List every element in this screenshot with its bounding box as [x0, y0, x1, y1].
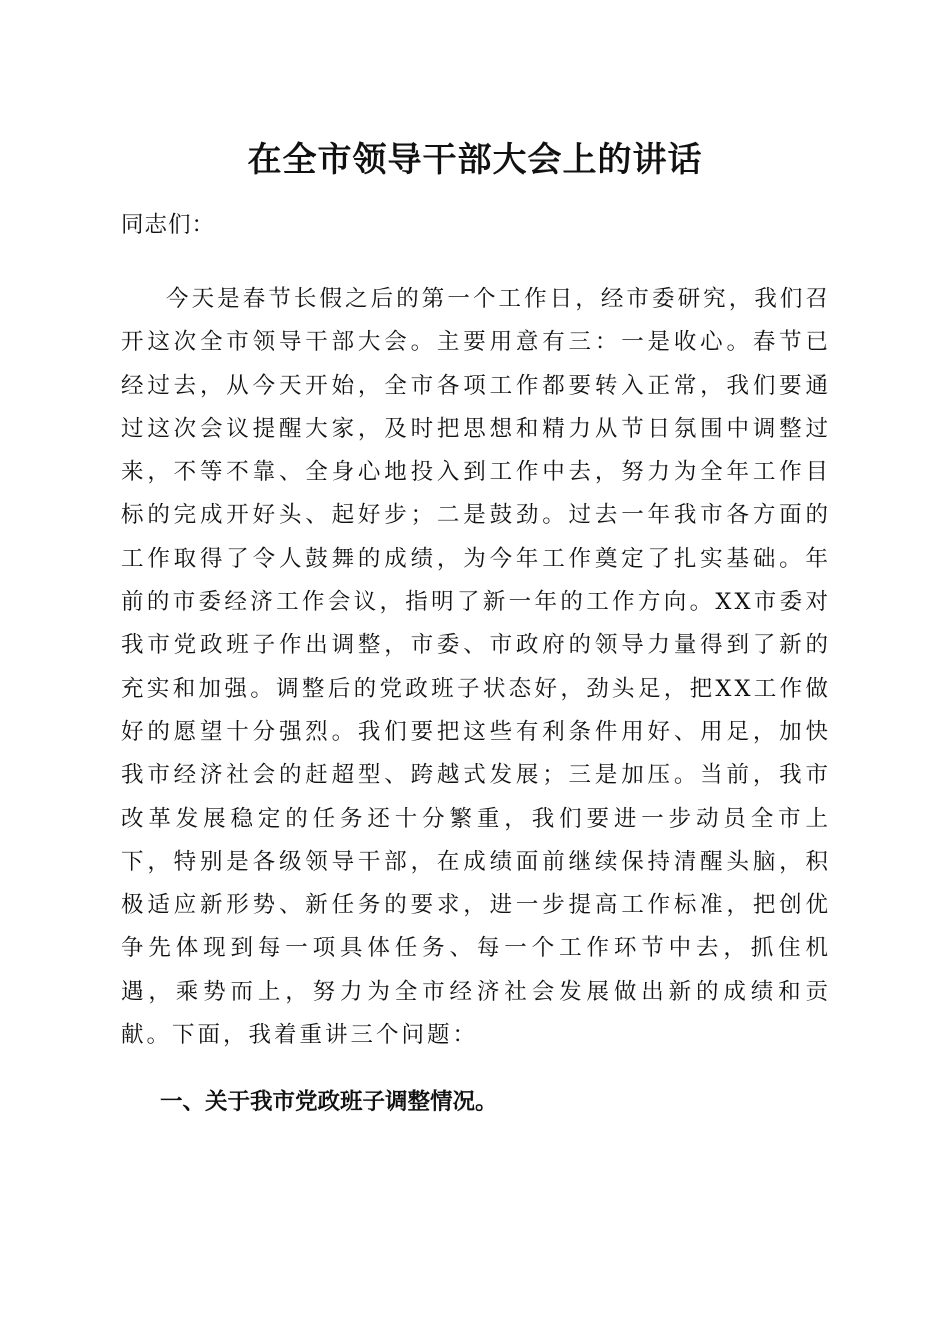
salutation: 同志们：: [121, 212, 216, 238]
section-heading: 一、关于我市党政班子调整情况。: [160, 1089, 498, 1115]
document-title: 在全市领导干部大会上的讲话: [247, 140, 703, 180]
body-paragraph: 今天是春节长假之后的第一个工作日，经市委研究，我们召开这次全市领导干部大会。主要用意有三：一是收心。春节已经过去，从今天开始，全市各项工作都要转入正常，我们要通过这次会议提醒大家，及时把思想和精力从节日氛围中调整过来，不等不靠、全身心地投入到工作中去，努力为全年工作目标的完成开好头、起好步；二是鼓劲。过去一年我市各方面的工作取得了令人鼓舞的成绩，为今年工作奠定了扎实基础。年前的市委经济工作会议，指明了新一年的工作方向。XX市委对我市党政班子作出调整，市委、市政府的领导力量得到了新的充实和加强。调整后的党政班子状态好，劲头足，把XX工作做好的愿望十分强烈。我们要把这些有利条件用好、用足，加快我市经济社会的赶超型、跨越式发展；三是加压。当前，我市改革发展稳定的任务还十分繁重，我们要进一步动员全市上下，特别是各级领导干部，在成绩面前继续保持清醒头脑，积极适应新形势、新任务的要求，进一步提高工作标准，把创优争先体现到每一项具体任务、每一个工作环节中去，抓住机遇，乘势而上，努力为全市经济社会发展做出新的成绩和贡献。下面，我着重讲三个问题：: [121, 286, 831, 1049]
